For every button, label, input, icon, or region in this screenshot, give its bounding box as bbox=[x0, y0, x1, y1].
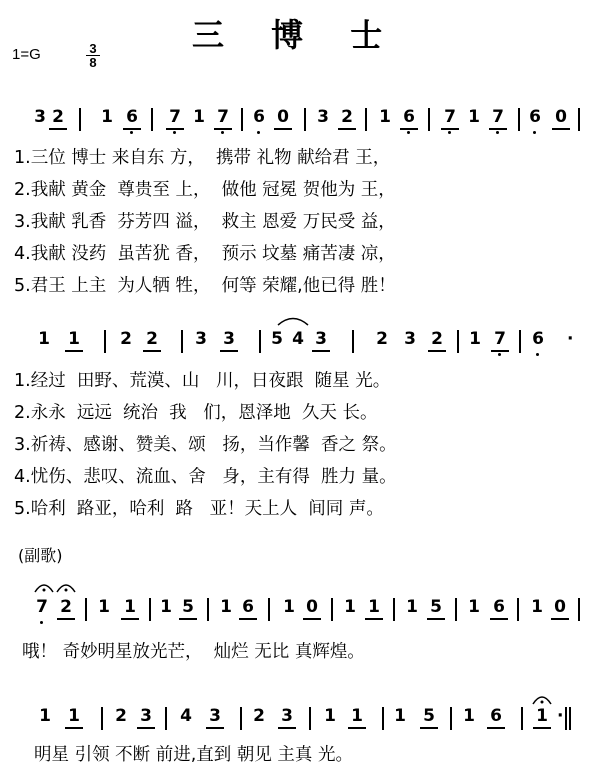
barline bbox=[521, 707, 523, 730]
fermata-mark-end bbox=[530, 690, 554, 706]
note: 7 bbox=[214, 106, 232, 130]
note: 6 bbox=[526, 106, 544, 128]
note: 3 bbox=[312, 328, 330, 352]
note: 0 bbox=[551, 596, 569, 620]
note: 1 bbox=[365, 596, 383, 620]
augmentation-dot: · bbox=[567, 329, 574, 349]
time-signature bbox=[86, 42, 100, 69]
note: 7 bbox=[441, 106, 459, 130]
note: 2 bbox=[143, 328, 161, 352]
barline bbox=[207, 598, 209, 621]
song-title: 三 博 士 bbox=[192, 16, 401, 54]
barline bbox=[259, 330, 261, 353]
barline bbox=[85, 598, 87, 621]
note: 6 bbox=[490, 596, 508, 620]
barline bbox=[365, 108, 367, 131]
note: 1 bbox=[38, 329, 50, 349]
note: 1 bbox=[39, 706, 51, 726]
note: 6 bbox=[239, 596, 257, 620]
note: 6 bbox=[529, 328, 547, 350]
note: 2 bbox=[115, 706, 127, 726]
barline bbox=[519, 330, 521, 353]
note: 7 bbox=[491, 328, 509, 352]
note: 3 bbox=[206, 705, 224, 729]
verse-3-line-a: 3.我献 乳香 芬芳四 溢， 救主 恩爱 万民受 益， bbox=[14, 212, 396, 232]
barline bbox=[181, 330, 183, 353]
chorus-lyric-1: 哦！ 奇妙明星放光芒， 灿烂 无比 真辉煌。 bbox=[22, 642, 365, 662]
note: 2 bbox=[253, 706, 265, 726]
note: 6 bbox=[400, 106, 418, 130]
slur-mark bbox=[276, 314, 310, 326]
verse-5-line-a: 5.君王 上主 为人牺 牲， 何等 荣耀,他已得 胜！ bbox=[14, 276, 396, 296]
barline bbox=[450, 707, 452, 730]
verse-4-line-a: 4.我献 没药 虽苦犹 香， 预示 坟墓 痛苦凄 凉， bbox=[14, 244, 396, 264]
note: 2 bbox=[49, 106, 67, 130]
note: 3 bbox=[220, 328, 238, 352]
note: 6 bbox=[123, 106, 141, 130]
barline bbox=[165, 707, 167, 730]
barline bbox=[151, 108, 153, 131]
augmentation-dot: · bbox=[557, 706, 564, 726]
barline bbox=[331, 598, 333, 621]
notation-line-1 bbox=[0, 106, 600, 136]
note: 1 bbox=[348, 705, 366, 729]
note: 5 bbox=[420, 705, 438, 729]
barline bbox=[352, 330, 354, 353]
barline bbox=[382, 707, 384, 730]
note: 5 bbox=[179, 596, 197, 620]
note: 3 bbox=[137, 705, 155, 729]
final-barline bbox=[565, 707, 567, 730]
note: 1 bbox=[160, 597, 172, 617]
note: 4 bbox=[292, 329, 304, 349]
note: 1 bbox=[531, 597, 543, 617]
barline bbox=[101, 707, 103, 730]
barline bbox=[104, 330, 106, 353]
barline bbox=[517, 598, 519, 621]
note: 7 bbox=[489, 106, 507, 130]
note: 1 bbox=[468, 597, 480, 617]
note: 1 bbox=[283, 597, 295, 617]
note: 5 bbox=[271, 329, 283, 349]
note: 4 bbox=[180, 706, 192, 726]
note: 0 bbox=[303, 596, 321, 620]
note: 3 bbox=[195, 329, 207, 349]
barline bbox=[268, 598, 270, 621]
note: 3 bbox=[34, 107, 46, 127]
note: 2 bbox=[376, 329, 388, 349]
notation-line-2 bbox=[0, 328, 600, 358]
note: 1 bbox=[101, 107, 113, 127]
barline bbox=[309, 707, 311, 730]
barline bbox=[578, 108, 580, 131]
note: 3 bbox=[317, 107, 329, 127]
key-signature: 1=G bbox=[12, 46, 41, 63]
note: 1 bbox=[344, 597, 356, 617]
note: 1 bbox=[121, 596, 139, 620]
note: 1 bbox=[65, 705, 83, 729]
barline bbox=[240, 707, 242, 730]
barline bbox=[304, 108, 306, 131]
note: 0 bbox=[552, 106, 570, 130]
note: 1 bbox=[379, 107, 391, 127]
chorus-label: (副歌) bbox=[18, 546, 63, 565]
note: 5 bbox=[427, 596, 445, 620]
note: 1 bbox=[463, 706, 475, 726]
note: 1 bbox=[98, 597, 110, 617]
note: 1 bbox=[65, 328, 83, 352]
verse-3-line-b: 3.祈祷、感谢、赞美、颂 扬，当作馨 香之 祭。 bbox=[14, 435, 397, 455]
notation-line-3 bbox=[0, 596, 600, 626]
verse-2-line-b: 2.永永 远远 统治 我 们，恩泽地 久天 长。 bbox=[14, 403, 378, 423]
notation-line-4 bbox=[0, 705, 600, 735]
note: 3 bbox=[278, 705, 296, 729]
note: 1 bbox=[533, 705, 551, 729]
barline bbox=[457, 330, 459, 353]
fermata-mark bbox=[32, 578, 78, 594]
note: 2 bbox=[57, 596, 75, 620]
note: 2 bbox=[428, 328, 446, 352]
note: 3 bbox=[404, 329, 416, 349]
barline bbox=[578, 598, 580, 621]
verse-2-line-a: 2.我献 黄金 尊贵至 上， 做他 冠冕 贺他为 王， bbox=[14, 180, 396, 200]
chorus-lyric-2: 明星 引领 不断 前进,直到 朝见 主真 光。 bbox=[34, 745, 353, 765]
note: 2 bbox=[120, 329, 132, 349]
note: 1 bbox=[406, 597, 418, 617]
note: 1 bbox=[469, 329, 481, 349]
barline bbox=[455, 598, 457, 621]
note: 1 bbox=[220, 597, 232, 617]
verse-5-line-b: 5.哈利 路亚，哈利 路 亚！天上人 间同 声。 bbox=[14, 499, 384, 519]
barline bbox=[149, 598, 151, 621]
verse-1-line-a: 1.三位 博士 来自东 方， 携带 礼物 献给君 王， bbox=[14, 148, 391, 168]
note: 7 bbox=[33, 596, 51, 618]
barline bbox=[241, 108, 243, 131]
note: 0 bbox=[274, 106, 292, 130]
time-denominator: 8 bbox=[86, 55, 100, 69]
note: 6 bbox=[250, 106, 268, 128]
note: 1 bbox=[394, 706, 406, 726]
barline bbox=[79, 108, 81, 131]
note: 1 bbox=[324, 706, 336, 726]
barline bbox=[428, 108, 430, 131]
note: 2 bbox=[338, 106, 356, 130]
verse-4-line-b: 4.忧伤、悲叹、流血、舍 身，主有得 胜力 量。 bbox=[14, 467, 397, 487]
note: 1 bbox=[193, 107, 205, 127]
note: 1 bbox=[468, 107, 480, 127]
verse-1-line-b: 1.经过 田野、荒漠、山 川，日夜跟 随星 光。 bbox=[14, 371, 391, 391]
note: 7 bbox=[166, 106, 184, 130]
time-numerator: 3 bbox=[89, 41, 97, 56]
barline bbox=[518, 108, 520, 131]
note: 6 bbox=[487, 705, 505, 729]
barline bbox=[393, 598, 395, 621]
